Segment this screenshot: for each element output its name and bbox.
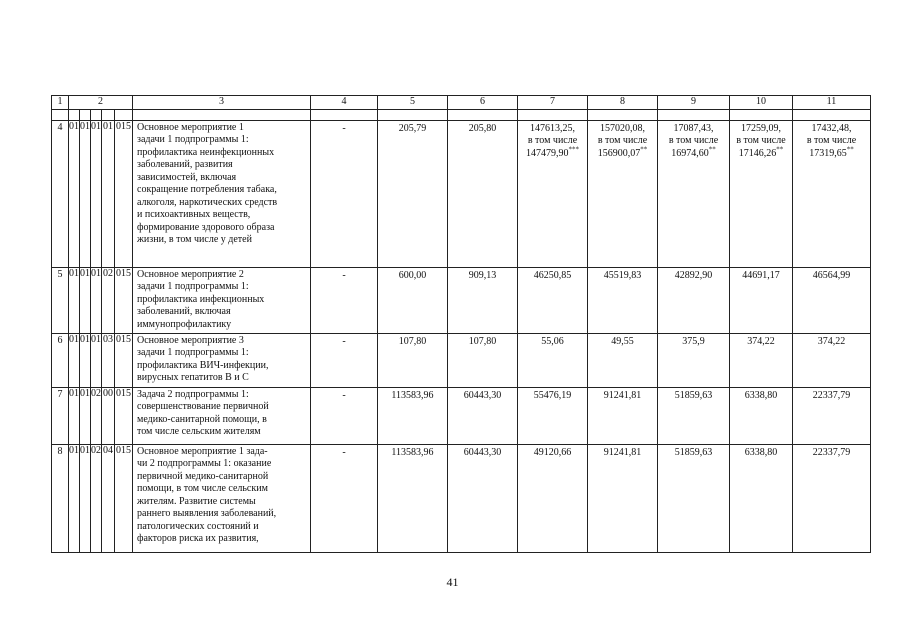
value-cell-c10: 6338,80 [730,444,793,552]
value-cell-c11: 46564,99 [793,267,871,333]
value-line [591,123,654,136]
description-line: Задача 2 подпрограммы 1: [137,388,249,400]
value-cell-c10: 374,22 [730,333,793,387]
value-cell-c10: 6338,80 [730,387,793,444]
value-cell-c4: - [311,120,378,267]
header-cell: 4 [311,96,378,110]
classification-code-cell: 01 [102,120,115,267]
row-number-cell: 5 [52,267,69,333]
description-line: Основное мероприятие 3 [137,334,244,346]
header-cell: 1 [52,96,69,110]
header-cell: 6 [448,96,518,110]
row-number-cell: 7 [52,387,69,444]
classification-code-cell: 00 [102,387,115,444]
value-text: 147613,25, [530,122,575,134]
classification-code-cell: 03 [102,333,115,387]
description-line: жизни, в том числе у детей [137,234,252,245]
description-line: заболеваний, включая [137,306,231,317]
value-cell-c5: 113583,96 [378,444,448,552]
value-text: 16974,60 [671,147,709,159]
description-line: чи 2 подпрограммы 1: оказание [137,458,272,469]
footnote-marker: *** [568,145,579,154]
description-line: раннего выявления заболеваний, [137,508,277,519]
description-line: патологических состояний и [137,520,259,532]
description-line: формирование здорового образа [137,221,275,233]
header-cell: 10 [730,96,793,110]
value-cell-c4: - [311,267,378,333]
value-cell-c5: 113583,96 [378,387,448,444]
description-line: медико-санитарной помощи, в [137,413,267,425]
classification-code-cell: 01 [80,444,91,552]
description-line: зависимостей, включая [137,171,237,183]
description-line: задачи 1 подпрограммы 1: [137,281,249,292]
description-line: том числе сельским жителям [137,426,261,437]
value-line [796,135,867,148]
classification-code-cell: 01 [69,387,80,444]
value-line [661,135,726,148]
value-text: в том числе [668,135,719,146]
description-line: вирусных гепатитов В и С [137,372,249,383]
value-line [591,145,654,161]
header-cell: 7 [518,96,588,110]
value-text: 17432,48, [811,122,852,134]
description-line: профилактика неинфекционных [137,146,275,158]
footnote-marker: ** [846,145,854,154]
value-line [521,123,584,136]
classification-code-cell: 01 [91,333,102,387]
classification-code-cell: 02 [91,444,102,552]
footnote-marker: ** [708,145,716,154]
value-cell-c8: 45519,83 [588,267,658,333]
budget-table [51,95,871,553]
value-cell-c8: 49,55 [588,333,658,387]
value-cell-c6: 60443,30 [448,444,518,552]
description-line: жителям. Развитие системы [137,495,256,507]
value-text: 157020,08, [600,122,645,134]
value-text: в том числе [736,135,786,146]
value-cell-c8 [588,120,658,267]
classification-code-cell: 01 [69,267,80,333]
value-text: 147479,90 [526,147,569,159]
value-text: 17087,43, [673,122,714,134]
row-number-cell: 4 [52,120,69,267]
header-cell: 5 [378,96,448,110]
value-cell-c4: - [311,387,378,444]
description-line: задачи 1 подпрограммы 1: [137,134,249,145]
value-text: в том числе [527,135,578,146]
value-cell-c8: 91241,81 [588,444,658,552]
description-line: факторов риска их развития, [137,533,259,544]
value-cell-c5: 205,79 [378,120,448,267]
description-line: помощи, в том числе сельским [137,483,268,494]
value-cell-c7: 55476,19 [518,387,588,444]
value-line [661,123,726,136]
value-cell-c11: 22337,79 [793,444,871,552]
description-line: Основное мероприятие 1 зада- [137,445,268,457]
classification-code-cell: 04 [102,444,115,552]
value-line [796,123,867,136]
value-cell-c9: 42892,90 [658,267,730,333]
classification-code-cell: 015 [115,387,133,444]
spacer-row [52,109,871,120]
description-cell [133,333,311,387]
table-row [52,120,871,267]
classification-code-cell: 01 [91,267,102,333]
description-cell [133,444,311,552]
value-line [661,145,726,161]
classification-code-cell: 015 [115,333,133,387]
description-line: сокращение потребления табака, [137,184,277,195]
header-cell: 11 [793,96,871,110]
table-row [52,387,871,444]
header-cell: 3 [133,96,311,110]
classification-code-cell: 01 [80,120,91,267]
row-number-cell: 8 [52,444,69,552]
header-cell: 8 [588,96,658,110]
value-cell-c10: 44691,17 [730,267,793,333]
classification-code-cell: 015 [115,444,133,552]
value-text: 17319,65 [809,147,847,159]
value-line [733,145,789,161]
header-cell: 9 [658,96,730,110]
value-cell-c10 [730,120,793,267]
description-line: заболеваний, развития [137,159,233,170]
description-line: профилактика ВИЧ-инфекции, [137,359,269,371]
classification-code-cell: 015 [115,120,133,267]
value-cell-c8: 91241,81 [588,387,658,444]
classification-code-cell: 02 [91,387,102,444]
value-cell-c9: 51859,63 [658,387,730,444]
row-number-cell: 6 [52,333,69,387]
value-cell-c6: 205,80 [448,120,518,267]
footnote-marker: ** [776,145,784,154]
value-cell-c7: 49120,66 [518,444,588,552]
description-line: иммунопрофилактику [137,318,232,330]
value-cell-c9: 375,9 [658,333,730,387]
value-text: в том числе [597,135,648,146]
value-line [796,145,867,161]
value-cell-c5: 107,80 [378,333,448,387]
classification-code-cell: 01 [80,267,91,333]
value-cell-c9 [658,120,730,267]
value-cell-c6: 909,13 [448,267,518,333]
value-cell-c7: 55,06 [518,333,588,387]
value-cell-c5: 600,00 [378,267,448,333]
description-line: первичной медико-санитарной [137,470,269,482]
table-row [52,333,871,387]
value-cell-c11: 22337,79 [793,387,871,444]
table-row [52,267,871,333]
page-number: 41 [446,575,459,589]
value-line [733,123,789,136]
classification-code-cell: 01 [69,120,80,267]
description-line: задачи 1 подпрограммы 1: [137,347,249,358]
footnote-marker: ** [640,145,648,154]
value-text: в том числе [806,135,857,146]
description-line: Основное мероприятие 1 [137,121,244,133]
value-cell-c4: - [311,333,378,387]
value-cell-c7 [518,120,588,267]
classification-code-cell: 01 [80,387,91,444]
value-text: 17146,26 [738,147,777,159]
value-cell-c11 [793,120,871,267]
value-cell-c6: 60443,30 [448,387,518,444]
classification-code-cell: 01 [69,444,80,552]
description-line: и психоактивных веществ, [137,209,251,220]
description-cell [133,267,311,333]
description-line: профилактика инфекционных [137,293,265,305]
value-cell-c9: 51859,63 [658,444,730,552]
value-cell-c7: 46250,85 [518,267,588,333]
description-cell [133,120,311,267]
classification-code-cell: 01 [80,333,91,387]
classification-code-cell: 015 [115,267,133,333]
value-line [521,145,584,161]
value-cell-c4: - [311,444,378,552]
value-text: 156900,07 [597,147,641,159]
classification-code-cell: 01 [69,333,80,387]
description-line: Основное мероприятие 2 [137,268,244,280]
value-text: 17259,09, [741,122,781,134]
classification-code-cell: 01 [91,120,102,267]
description-line: алкоголя, наркотических средств [137,196,278,208]
description-line: совершенствование первичной [137,401,269,412]
header-cell: 2 [69,96,133,110]
value-cell-c11: 374,22 [793,333,871,387]
classification-code-cell: 02 [102,267,115,333]
table-row [52,444,871,552]
description-cell [133,387,311,444]
header-row [52,96,871,110]
value-cell-c6: 107,80 [448,333,518,387]
